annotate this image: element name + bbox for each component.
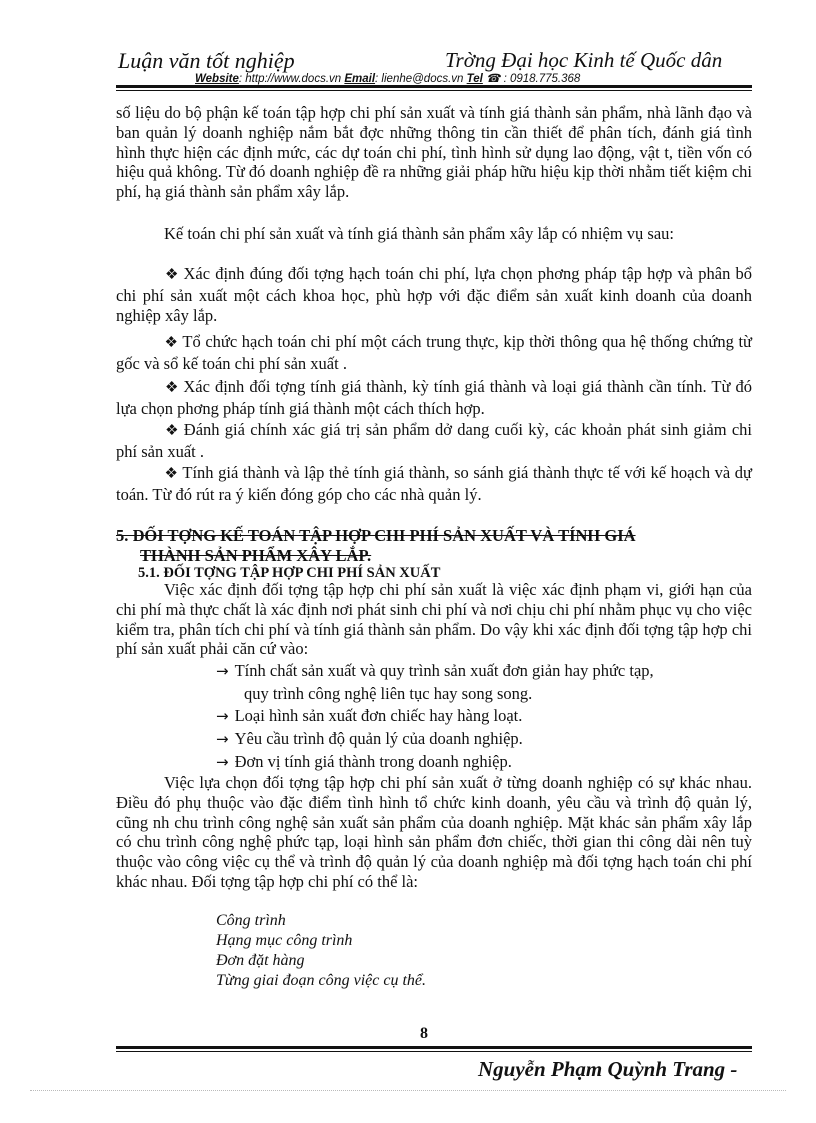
arrow-item (216, 752, 512, 772)
arrow-item (216, 661, 654, 681)
object-item: Hạng mục công trình (216, 932, 353, 949)
arrow-right-icon: → (216, 730, 229, 748)
email-label: Email (344, 73, 376, 85)
header-rule-thin (116, 90, 752, 91)
section-heading-5-1: 5.1. ĐỐI TỢNG TẬP HỢP CHI PHÍ SẢN XUẤT (138, 565, 441, 581)
arrow-text: Đơn vị tính giá thành trong doanh nghiệp. (234, 752, 512, 771)
arrow-right-icon: → (216, 707, 229, 725)
footer-rule-thin (116, 1051, 752, 1052)
tel-value: ☎ : 0918.775.368 (486, 73, 581, 85)
object-item: Đơn đặt hàng (216, 952, 305, 969)
arrow-item-continuation: quy trình công nghệ liên tục hay song song. (244, 684, 533, 703)
diamond-bullet-icon: ❖ (164, 466, 179, 482)
email-link[interactable]: : lienhe@docs.vn (375, 73, 464, 85)
website-label: Website (195, 73, 239, 85)
definition-text: Việc xác định đối tợng tập hợp chi phí sản xuất là việc xác định phạm vi, giới hạn của chi phí mà thực chất là xác định nơi phát sinh chi phí và nơi chịu chi phí nhằm phục vụ cho việc kiểm tra, phân tích chi phí và tính giá thành sản phẩm. Do vậy khi xác định đối tợng tập hợp chi phí sản xuất phải căn cứ vào: (116, 580, 752, 659)
arrow-text: Tính chất sản xuất và quy trình sản xuất đơn giản hay phức tạp, (234, 661, 654, 680)
tel-label: Tel (466, 73, 483, 85)
header-contact-line (195, 71, 580, 85)
bullet-text: Đánh giá chính xác giá trị sản phẩm dở dang cuối kỳ, các khoản phát sinh giảm chi phí sản xuất . (116, 420, 752, 461)
tasks-text: Kế toán chi phí sản xuất và tính giá thành sản phẩm xây lắp có nhiệm vụ sau: (164, 224, 675, 243)
arrow-text: Loại hình sản xuất đơn chiếc hay hàng loạt. (234, 706, 523, 725)
paragraph-selection (116, 773, 752, 892)
arrow-right-icon: → (216, 753, 229, 771)
diamond-bullet-icon: ❖ (164, 335, 179, 351)
website-link[interactable]: : http://www.docs.vn (238, 73, 342, 85)
page-number: 8 (420, 1025, 428, 1042)
bullet-text: Tính giá thành và lập thẻ tính giá thành, so sánh giá thành thực tế với kế hoạch và dự toán. Từ đó rút ra ý kiến đóng góp cho các nhà quản lý. (116, 463, 752, 504)
bullet-item (116, 420, 752, 462)
bullet-text: Xác định đúng đối tợng hạch toán chi phí, lựa chọn phơng pháp tập hợp và phân bổ chi phí sản xuất một cách khoa học, phù hợp với đặc điểm sản xuất kinh doanh của doanh nghiệp xây lắp. (116, 264, 752, 325)
object-item: Công trình (216, 912, 286, 929)
diamond-bullet-icon: ❖ (164, 380, 180, 396)
bullet-item (116, 377, 752, 419)
diamond-bullet-icon: ❖ (164, 267, 180, 283)
bullet-item (116, 264, 752, 325)
paragraph-definition (116, 580, 752, 659)
arrow-right-icon: → (216, 662, 229, 680)
diamond-bullet-icon: ❖ (164, 423, 180, 439)
paragraph-intro: số liệu do bộ phận kế toán tập hợp chi phí sản xuất và tính giá thành sản phẩm, nhà lãnh đạo và ban quản lý doanh nghiệp nắm bắt đợc những thông tin cần thiết để phân tích, đánh giá tình hình thực hiện các định mức, các dự toán chi phí, tình hình sử dụng lao động, vật t, tiền vốn có hiệu quả không. Từ đó doanh nghiệp đề ra những giải pháp hữu hiệu kịp thời nhằm tiết kiệm chi phí, hạ giá thành sản phẩm xây lắp. (116, 103, 752, 202)
footer-author: Nguyễn Phạm Quỳnh Trang - (478, 1057, 738, 1081)
footer-rule (116, 1046, 752, 1049)
arrow-item (216, 706, 522, 726)
object-item: Từng giai đoạn công việc cụ thể. (216, 972, 427, 989)
section-heading-5-line2: THÀNH SẢN PHẨM XÂY LẮP. (140, 546, 372, 565)
bullet-text: Xác định đối tợng tính giá thành, kỳ tính giá thành và loại giá thành cần tính. Từ đó lựa chọn phơng pháp tính giá thành một cách thích hợp. (116, 377, 752, 418)
arrow-text: Yêu cầu trình độ quản lý của doanh nghiệp. (234, 729, 523, 748)
header-left-title: Luận văn tốt nghiệp (118, 48, 295, 73)
header-right-title: Trờng Đại học Kinh tế Quốc dân (445, 48, 723, 72)
arrow-item (216, 729, 523, 749)
header-rule (116, 85, 752, 88)
paragraph-tasks (116, 224, 752, 244)
page-bottom-dotted-line (30, 1090, 786, 1091)
bullet-item (116, 463, 752, 505)
selection-text: Việc lựa chọn đối tợng tập hợp chi phí sản xuất ở từng doanh nghiệp có sự khác nhau. Điều đó phụ thuộc vào đặc điểm tình hình tổ chức kinh doanh, yêu cầu và trình độ quản lý, cũng nh chu trình công nghệ sản xuất sản phẩm của doanh nghiệp. Mặt khác sản phẩm xây lắp có chu trình công nghệ phức tạp, loại hình sản phẩm đơn chiếc, thời gian thi công dài nên tuỳ thuộc vào công việc cụ thể và trình độ quản lý của doanh nghiệp mà đối tợng hạch toán chi phí khác nhau. Đối tợng tập hợp chi phí có thể là: (116, 773, 752, 891)
section-heading-5 (116, 526, 752, 566)
bullet-text: Tổ chức hạch toán chi phí một cách trung thực, kịp thời thông qua hệ thống chứng từ gốc và sổ kế toán chi phí sản xuất . (116, 332, 752, 373)
section-heading-5-line1: 5. ĐỐI TỢNG KẾ TOÁN TẬP HỢP CHI PHÍ SẢN XUẤT VÀ TÍNH GIÁ (116, 526, 636, 545)
bullet-item (116, 332, 752, 374)
